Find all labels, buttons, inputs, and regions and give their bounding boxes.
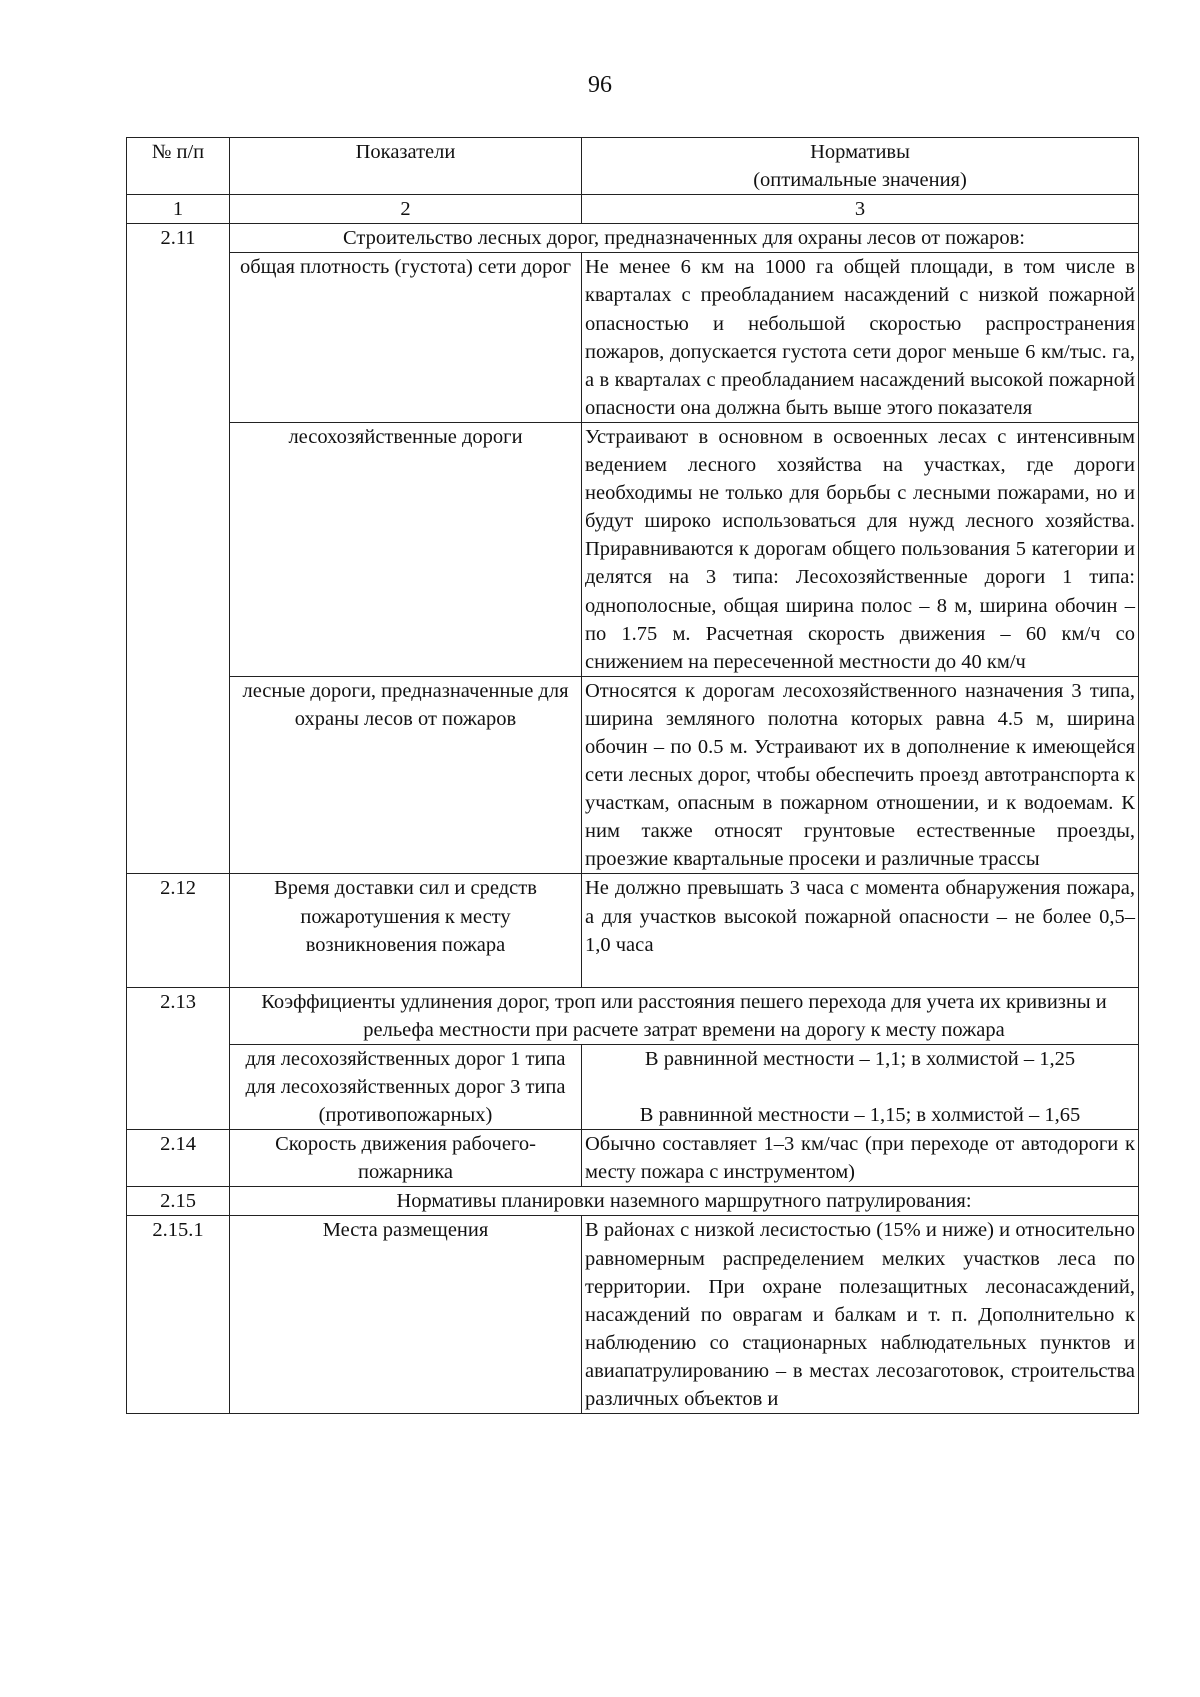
norms-table xyxy=(126,137,1139,1414)
norm-cell: В равнинной местности – 1,1; в холмистой – 1,25 В равнинной местности – 1,15; в холмистой – 1,65 xyxy=(582,1044,1139,1129)
header-col-indicators: Показатели xyxy=(230,138,582,195)
table-row xyxy=(127,1130,1139,1187)
section-title: Нормативы планировки наземного маршрутного патрулирования: xyxy=(230,1187,1139,1216)
indicator-cell: Места размещения xyxy=(230,1216,582,1414)
table-row xyxy=(127,1187,1139,1216)
norm-cell: Относятся к дорогам лесохозяйственного назначения 3 типа, ширина земляного полотна которых равна 4.5 м, ширина обочин – по 0.5 м. Устраивают их в дополнение к имеющейся сети лесных дорог, чтобы обеспечить проезд автотранспорта к участкам, опасным в пожарном отношении, и к водоемам. К ним также относят грунтовые естественные проезды, проезжие квартальные просеки и различные трассы xyxy=(582,676,1139,874)
header-col-number: № п/п xyxy=(127,138,230,195)
norm-cell: Не должно превышать 3 часа с момента обнаружения пожара, а для участков высокой пожарной опасности – не более 0,5–1,0 часа xyxy=(582,874,1139,987)
norm-cell: Устраивают в основном в освоенных лесах с интенсивным ведением лесного хозяйства на участках, где дороги необходимы не только для борьбы с лесными пожарами, но и будут широко использоваться для нужд лесного хозяйства. Приравниваются к дорогам общего пользования 5 категории и делятся на 3 типа: Лесохозяйственные дороги 1 типа: однополосные, общая ширина полос – 8 м, ширина обочин – по 1.75 м. Расчетная скорость движения – 60 км/ч со снижением на пересеченной местности до 40 км/ч xyxy=(582,422,1139,676)
page-number: 96 xyxy=(588,72,612,98)
table-row xyxy=(127,1044,1139,1129)
table-row xyxy=(127,1216,1139,1414)
row-number: 2.14 xyxy=(127,1130,230,1187)
header-row xyxy=(127,138,1139,195)
header-col-norms: Нормативы (оптимальные значения) xyxy=(582,138,1139,195)
indicator-cell: лесохозяйственные дороги xyxy=(230,422,582,676)
table-row xyxy=(127,874,1139,987)
norm-cell: В районах с низкой лесистостью (15% и ниже) и относительно равномерным распределением мелких участков леса по территории. При охране полезащитных лесонасаждений, насаждений по оврагам и балкам и т. п. Дополнительно к наблюдению со стационарных наблюдательных пунктов и авиапатрулированию – в местах лесозаготовок, строительства различных объектов и xyxy=(582,1216,1139,1414)
table-row xyxy=(127,987,1139,1044)
table-row xyxy=(127,253,1139,423)
indicator-cell: Время доставки сил и средств пожаротушения к месту возникновения пожара xyxy=(230,874,582,987)
row-number: 2.15 xyxy=(127,1187,230,1216)
indicator-cell: для лесохозяйственных дорог 1 типа для лесохозяйственных дорог 3 типа (противопожарных) xyxy=(230,1044,582,1129)
table-row xyxy=(127,676,1139,874)
column-numbers-row: 1 2 3 xyxy=(127,195,1139,224)
row-number: 2.11 xyxy=(127,224,230,874)
indicator-cell: лесные дороги, предназначенные для охраны лесов от пожаров xyxy=(230,676,582,874)
section-title: Строительство лесных дорог, предназначенных для охраны лесов от пожаров: xyxy=(230,224,1139,253)
indicator-cell: общая плотность (густота) сети дорог xyxy=(230,253,582,423)
table-row xyxy=(127,422,1139,676)
row-number: 2.12 xyxy=(127,874,230,987)
indicator-cell: Скорость движения рабочего-пожарника xyxy=(230,1130,582,1187)
norm-cell: Не менее 6 км на 1000 га общей площади, в том числе в кварталах с преобладанием насаждений с низкой пожарной опасностью и небольшой скоростью распространения пожаров, допускается густота сети дорог меньше 6 км/тыс. га, а в кварталах с преобладанием насаждений высокой пожарной опасности она должна быть выше этого показателя xyxy=(582,253,1139,423)
section-title: Коэффициенты удлинения дорог, троп или расстояния пешего перехода для учета их кривизны и рельефа местности при расчете затрат времени на дорогу к месту пожара xyxy=(230,987,1139,1044)
table-row xyxy=(127,224,1139,253)
norm-cell: Обычно составляет 1–3 км/час (при переходе от автодороги к месту пожара с инструментом) xyxy=(582,1130,1139,1187)
row-number: 2.15.1 xyxy=(127,1216,230,1414)
row-number: 2.13 xyxy=(127,987,230,1129)
